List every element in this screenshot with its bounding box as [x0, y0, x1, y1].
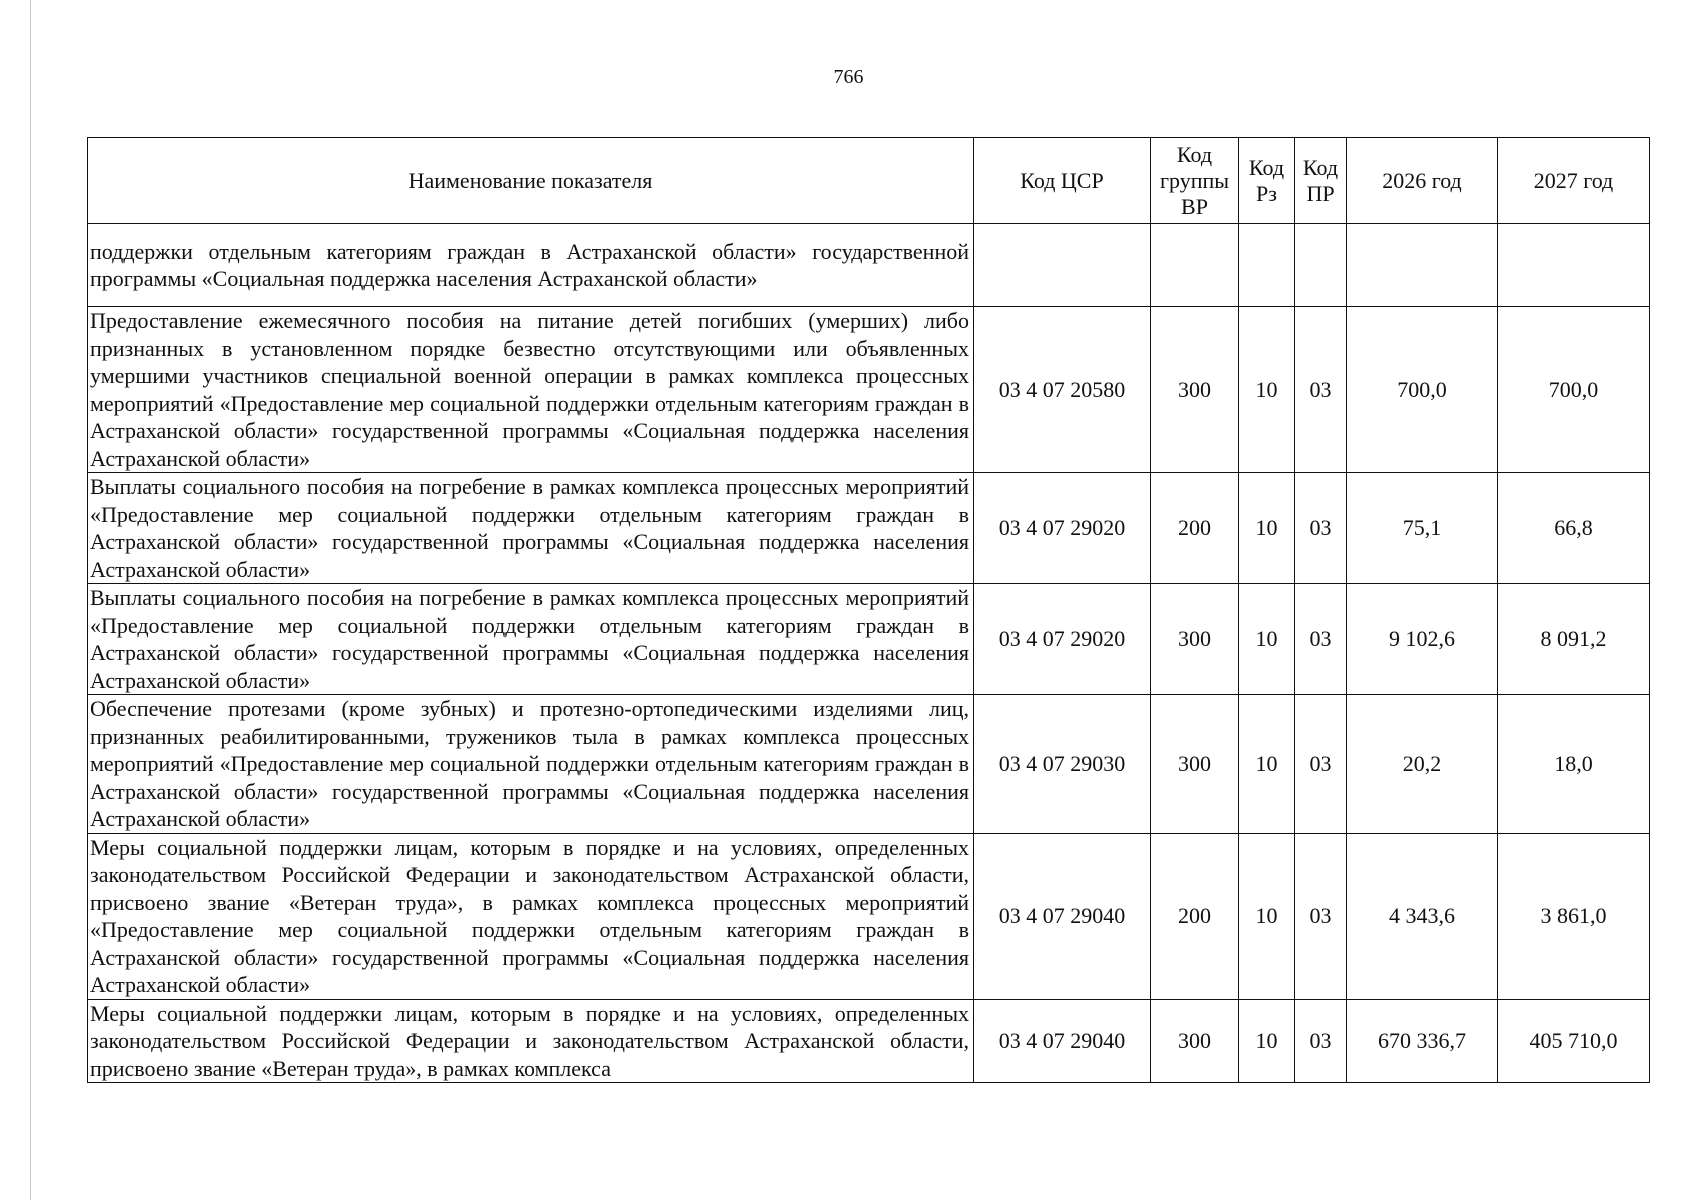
- cell-vr-code: 200: [1151, 473, 1239, 584]
- scan-edge-line: [30, 0, 31, 1200]
- cell-amount-2027: 405 710,0: [1498, 999, 1650, 1083]
- header-year-2027: 2027 год: [1498, 138, 1650, 224]
- cell-pr-code: 03: [1295, 584, 1347, 695]
- cell-vr-code: 300: [1151, 999, 1239, 1083]
- cell-amount-2027: 18,0: [1498, 695, 1650, 834]
- cell-name: поддержки отдельным категориям граждан в Астраханской области» государственной программы «Социальная поддержка населения Астраханской области»: [88, 224, 974, 307]
- cell-csr-code: 03 4 07 29040: [974, 999, 1151, 1083]
- page-number: 766: [833, 66, 864, 88]
- cell-rz-code: 10: [1239, 695, 1295, 834]
- cell-amount-2026: [1347, 224, 1498, 307]
- header-rz-code: Код Рз: [1239, 138, 1295, 224]
- cell-name: Меры социальной поддержки лицам, которым в порядке и на условиях, определенных законодательством Российской Федерации и законодательством Астраханской области, присвоено звание «Ветеран труда», в рамках комплекса процессных мероприятий «Предоставление мер социальной поддержки отдельным категориям граждан в Астраханской области» государственной программы «Социальная поддержка населения Астраханской области»: [88, 833, 974, 999]
- header-vr-code: Код группы ВР: [1151, 138, 1239, 224]
- cell-csr-code: 03 4 07 29020: [974, 473, 1151, 584]
- table-row: [88, 307, 1650, 473]
- table-row: [88, 833, 1650, 999]
- cell-amount-2026: 700,0: [1347, 307, 1498, 473]
- table-row: [88, 224, 1650, 307]
- table-row: [88, 584, 1650, 695]
- header-csr-code: Код ЦСР: [974, 138, 1151, 224]
- cell-amount-2026: 9 102,6: [1347, 584, 1498, 695]
- cell-csr-code: [974, 224, 1151, 307]
- cell-rz-code: 10: [1239, 584, 1295, 695]
- cell-name: Обеспечение протезами (кроме зубных) и протезно-ортопедическими изделиями лиц, признанных реабилитированными, тружеников тыла в рамках комплекса процессных мероприятий «Предоставление мер социальной поддержки отдельным категориям граждан в Астраханской области» государственной программы «Социальная поддержка населения Астраханской области»: [88, 695, 974, 834]
- cell-pr-code: 03: [1295, 999, 1347, 1083]
- cell-csr-code: 03 4 07 20580: [974, 307, 1151, 473]
- header-name: Наименование показателя: [88, 138, 974, 224]
- budget-table: [87, 137, 1650, 1083]
- table-body: [88, 224, 1650, 1083]
- cell-rz-code: [1239, 224, 1295, 307]
- cell-vr-code: 300: [1151, 695, 1239, 834]
- cell-amount-2027: 8 091,2: [1498, 584, 1650, 695]
- table-row: [88, 695, 1650, 834]
- table-header: [88, 138, 1650, 224]
- cell-vr-code: 300: [1151, 307, 1239, 473]
- table-row: [88, 473, 1650, 584]
- cell-amount-2026: 670 336,7: [1347, 999, 1498, 1083]
- cell-csr-code: 03 4 07 29020: [974, 584, 1151, 695]
- cell-vr-code: [1151, 224, 1239, 307]
- cell-amount-2026: 4 343,6: [1347, 833, 1498, 999]
- cell-pr-code: 03: [1295, 473, 1347, 584]
- cell-amount-2027: 3 861,0: [1498, 833, 1650, 999]
- cell-name: Меры социальной поддержки лицам, которым в порядке и на условиях, определенных законодательством Российской Федерации и законодательством Астраханской области, присвоено звание «Ветеран труда», в рамках комплекса: [88, 999, 974, 1083]
- cell-pr-code: 03: [1295, 695, 1347, 834]
- cell-amount-2026: 20,2: [1347, 695, 1498, 834]
- header-year-2026: 2026 год: [1347, 138, 1498, 224]
- cell-amount-2027: 700,0: [1498, 307, 1650, 473]
- cell-rz-code: 10: [1239, 473, 1295, 584]
- header-pr-code: Код ПР: [1295, 138, 1347, 224]
- cell-rz-code: 10: [1239, 999, 1295, 1083]
- cell-amount-2027: 66,8: [1498, 473, 1650, 584]
- cell-pr-code: 03: [1295, 307, 1347, 473]
- cell-csr-code: 03 4 07 29040: [974, 833, 1151, 999]
- cell-rz-code: 10: [1239, 307, 1295, 473]
- cell-amount-2026: 75,1: [1347, 473, 1498, 584]
- cell-name: Выплаты социального пособия на погребение в рамках комплекса процессных мероприятий «Предоставление мер социальной поддержки отдельным категориям граждан в Астраханской области» государственной программы «Социальная поддержка населения Астраханской области»: [88, 584, 974, 695]
- cell-pr-code: [1295, 224, 1347, 307]
- cell-rz-code: 10: [1239, 833, 1295, 999]
- cell-vr-code: 300: [1151, 584, 1239, 695]
- cell-vr-code: 200: [1151, 833, 1239, 999]
- cell-pr-code: 03: [1295, 833, 1347, 999]
- table-row: [88, 999, 1650, 1083]
- cell-csr-code: 03 4 07 29030: [974, 695, 1151, 834]
- cell-name: Предоставление ежемесячного пособия на питание детей погибших (умерших) либо признанных в установленном порядке безвестно отсутствующими или объявленных умершими участников специальной военной операции в рамках комплекса процессных мероприятий «Предоставление мер социальной поддержки отдельным категориям граждан в Астраханской области» государственной программы «Социальная поддержка населения Астраханской области»: [88, 307, 974, 473]
- header-row: [88, 138, 1650, 224]
- cell-name: Выплаты социального пособия на погребение в рамках комплекса процессных мероприятий «Предоставление мер социальной поддержки отдельным категориям граждан в Астраханской области» государственной программы «Социальная поддержка населения Астраханской области»: [88, 473, 974, 584]
- cell-amount-2027: [1498, 224, 1650, 307]
